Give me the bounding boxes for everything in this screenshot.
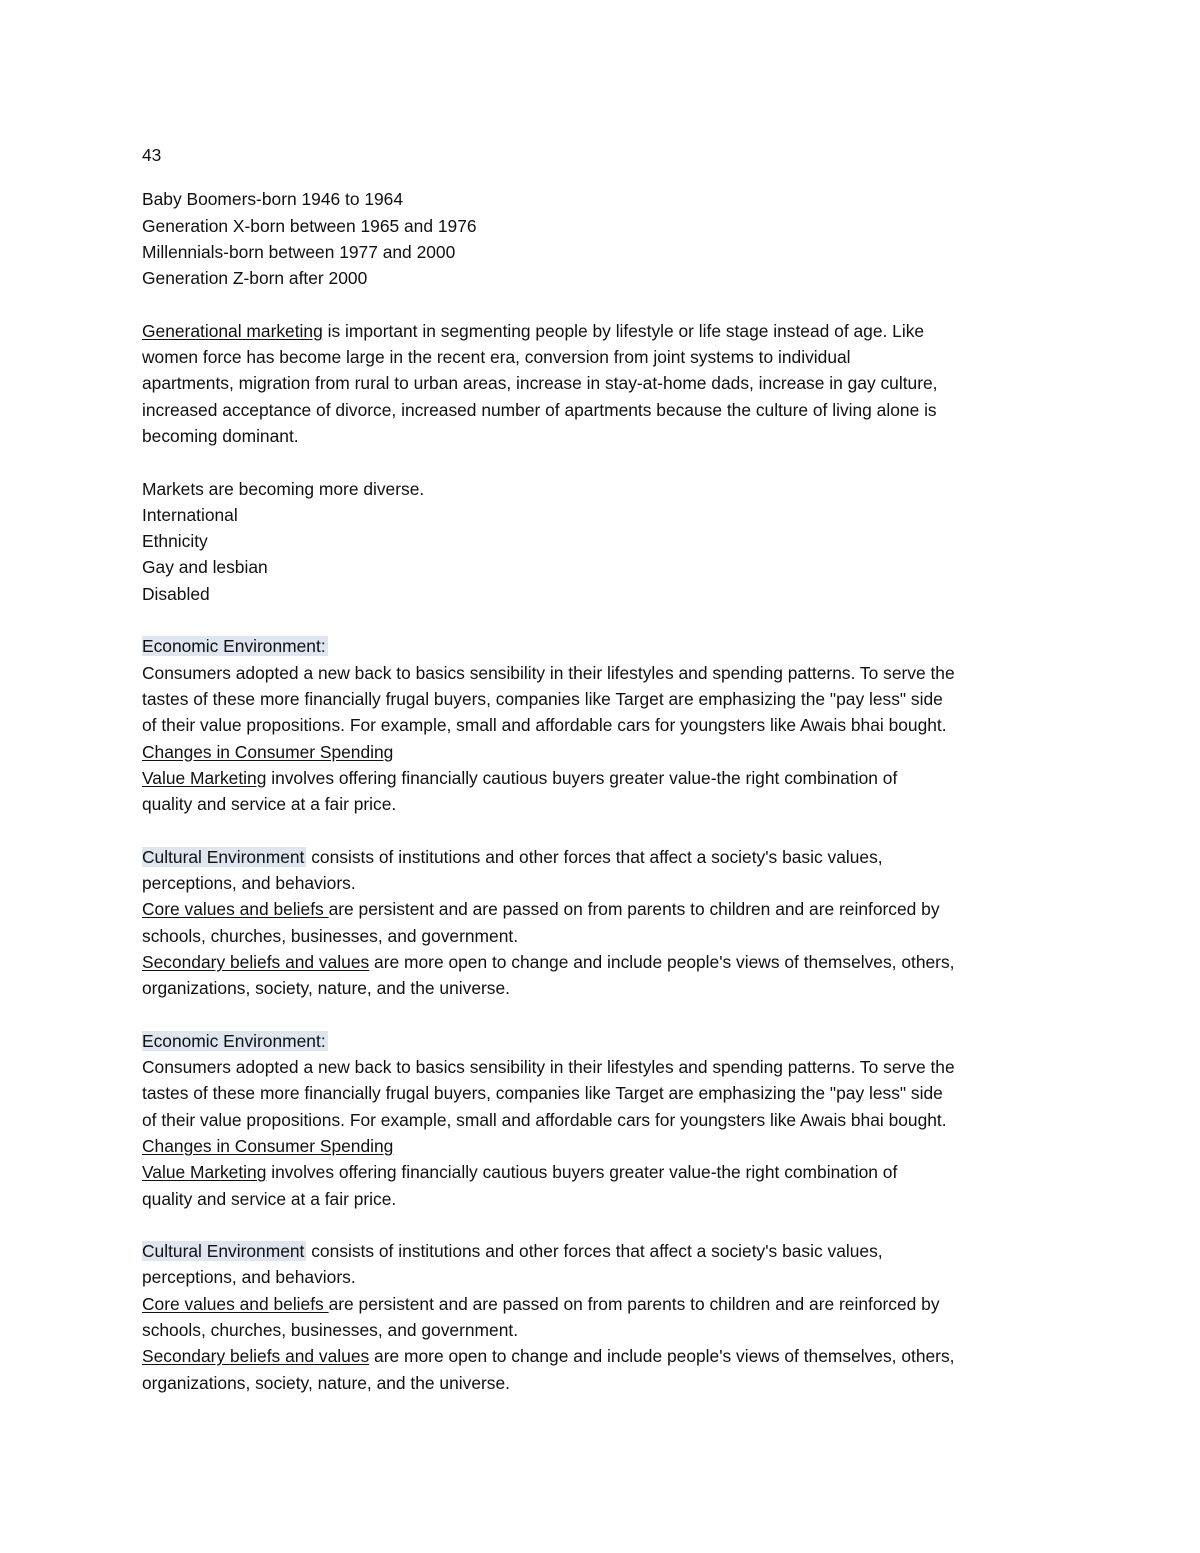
generational-paragraph-line: becoming dominant. [142,425,299,446]
value-line [142,1159,1072,1185]
cultural-environment-term: Cultural Environment [142,1241,305,1262]
spending-line [142,739,1072,765]
economic-heading-line [142,1028,1072,1054]
document-page [142,142,1072,1396]
core-line [142,1291,1072,1317]
cultural-line [142,1238,1072,1264]
core-line: schools, churches, businesses, and government. [142,925,519,946]
diverse-item: Ethnicity [142,531,208,552]
text: is important in segmenting people by lifestyle or life stage instead of age. Like [322,320,925,341]
secondary-line [142,1343,1072,1369]
diverse-item: International [142,504,238,525]
text: involves offering financially cautious buyers greater value-the right combination of [266,1162,898,1183]
secondary-beliefs-term: Secondary beliefs and values [142,951,370,972]
spending-line [142,1133,1072,1159]
economic-line: of their value propositions. For example, small and affordable cars for youngsters like Awais bhai bought. [142,1109,947,1130]
diverse-heading: Markets are becoming more diverse. [142,478,425,499]
generational-paragraph-line [142,318,1072,344]
text: involves offering financially cautious buyers greater value-the right combination of [266,767,898,788]
spacer [142,291,1072,317]
economic-line: tastes of these more financially frugal buyers, companies like Target are emphasizing the "pay less" side [142,1083,943,1104]
economic-heading: Economic Environment: [142,1030,326,1051]
spacer [142,1002,1072,1028]
secondary-line: organizations, society, nature, and the universe. [142,1372,510,1393]
generational-paragraph-line: apartments, migration from rural to urban areas, increase in stay-at-home dads, increase in gay culture, [142,373,938,394]
cultural-environment-term: Cultural Environment [142,846,305,867]
spacer [142,168,1072,186]
cultural-line: perceptions, and behaviors. [142,1267,356,1288]
changes-in-consumer-spending: Changes in Consumer Spending [142,741,394,762]
spacer [142,817,1072,843]
generational-paragraph-line: women force has become large in the recent era, conversion from joint systems to individual [142,347,851,368]
value-marketing-term: Value Marketing [142,767,267,788]
value-line [142,765,1072,791]
core-values-term: Core values and beliefs [142,899,329,920]
core-line [142,896,1072,922]
economic-line: Consumers adopted a new back to basics sensibility in their lifestyles and spending patterns. To serve the [142,662,955,683]
economic-heading: Economic Environment: [142,636,326,657]
changes-in-consumer-spending: Changes in Consumer Spending [142,1135,394,1156]
economic-line: of their value propositions. For example, small and affordable cars for youngsters like Awais bhai bought. [142,715,947,736]
generational-marketing-term: Generational marketing [142,320,323,341]
generation-item: Generation X-born between 1965 and 1976 [142,215,477,236]
text: are more open to change and include people's views of themselves, others, [369,1346,955,1367]
generation-item: Generation Z-born after 2000 [142,268,368,289]
economic-line: Consumers adopted a new back to basics sensibility in their lifestyles and spending patterns. To serve the [142,1057,955,1078]
generation-item: Baby Boomers-born 1946 to 1964 [142,189,404,210]
text: are persistent and are passed on from parents to children and are reinforced by [328,899,940,920]
spacer [142,1212,1072,1238]
spacer [142,607,1072,633]
economic-heading-line [142,633,1072,659]
spacer [142,449,1072,475]
economic-line: tastes of these more financially frugal buyers, companies like Target are emphasizing the "pay less" side [142,688,943,709]
secondary-beliefs-term: Secondary beliefs and values [142,1346,370,1367]
text: consists of institutions and other forces that affect a society's basic values, [306,1241,883,1262]
text: are persistent and are passed on from parents to children and are reinforced by [328,1293,940,1314]
value-line: quality and service at a fair price. [142,794,397,815]
cultural-line: perceptions, and behaviors. [142,873,356,894]
core-values-term: Core values and beliefs [142,1293,329,1314]
text: consists of institutions and other forces that affect a society's basic values, [306,846,883,867]
cultural-line [142,844,1072,870]
secondary-line [142,949,1072,975]
diverse-item: Gay and lesbian [142,557,268,578]
generational-paragraph-line: increased acceptance of divorce, increased number of apartments because the culture of living alone is [142,399,937,420]
value-marketing-term: Value Marketing [142,1162,267,1183]
diverse-item: Disabled [142,583,210,604]
text: are more open to change and include people's views of themselves, others, [369,951,955,972]
core-line: schools, churches, businesses, and government. [142,1320,519,1341]
generation-item: Millennials-born between 1977 and 2000 [142,241,456,262]
page-number: 43 [142,145,162,165]
value-line: quality and service at a fair price. [142,1188,397,1209]
secondary-line: organizations, society, nature, and the universe. [142,978,510,999]
